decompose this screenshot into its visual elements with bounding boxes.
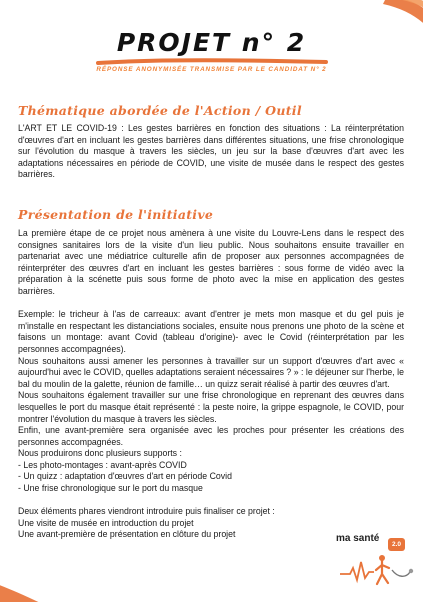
title-underline (96, 58, 328, 66)
paragraph: Nous souhaitons également travailler sur une frise chronologique en reprenant des œuvres dans lesquelles le port du masque était représenté : la peste noire, la grippe espagnole, le COVID, pour montrer l'évolution du masque à travers les siècles. (18, 390, 404, 424)
paragraph: Exemple: le tricheur à l'as de carreaux: avant d'entrer je mets mon masque et du gel puis je m'installe en respectant les distanciations sociales, ensuite nous prenons une photo de la scène et faisons un montage: avant Covid (tableau d'origine)- avec le Covid (réinterprétation par les personnes accompagnées). (18, 309, 404, 354)
list-item: - Un quizz : adaptation d'œuvres d'art en période Covid (18, 471, 232, 482)
section-heading-theme: Thématique abordée de l'Action / Outil (18, 103, 302, 118)
logo-text: ma santé (336, 533, 380, 544)
section-text-theme (18, 123, 404, 181)
page-title: PROJET n° 2 (116, 28, 307, 57)
logo-badge: 2.0 (388, 538, 405, 551)
decorative-brush-stroke (0, 568, 62, 602)
paragraph: La première étape de ce projet nous amènera à une visite du Louvre-Lens dans le respect des consignes sanitaires lors de la visite d'un lieu public. Nous souhaitons ensuite travailler en partenariat avec une médiatrice culturelle afin de proposer aux personnes accompagnées de réinterpréter des œuvres d'art en incluant les gestes barrières : sous forme de vidéo avec la préparation à la scénette puis sous forme de photo avec la mise en application des gestes barrières. (18, 228, 404, 296)
paragraph: Une avant-première de présentation en clôture du projet (18, 529, 236, 540)
paragraph: Enfin, une avant-première sera organisée avec les proches pour présenter les créations des personnes accompagnées. (18, 425, 404, 447)
list-item: - Une frise chronologique sur le port du masque (18, 483, 203, 494)
paragraph: Une visite de musée en introduction du projet (18, 517, 194, 528)
paragraph: L'ART ET LE COVID-19 : Les gestes barrières en fonction des situations : La réinterprétation d'œuvres d'art en incluant les gestes barrières dans différentes situations, une frise chronologique sur l'évolution du masque à travers les siècles, un jeu sur la base d'œuvres d'art avec les adaptations nécessaires en période de COVID, une visite de musée dans le respect des gestes barrières. (18, 123, 404, 180)
section-heading-presentation: Présentation de l'initiative (18, 207, 214, 222)
section-text-presentation (18, 228, 404, 541)
list-item: - Les photo-montages : avant-après COVID (18, 459, 187, 470)
paragraph: Nous souhaitons aussi amener les personnes à travailler sur un support d'œuvres d'art avec « aujourd'hui avec le COVID, quelles adaptations seraient nécessaires ? » : le déjeuner sur l'herbe, le bal du moulin de la galette, réunion de famille… un quizz serait réalisé à partir des œuvres d'art. (18, 355, 404, 389)
paragraph: Deux éléments phares viendront introduire puis finaliser ce projet : (18, 506, 275, 517)
paragraph: Nous produirons donc plusieurs supports : (18, 448, 182, 459)
page-subtitle: RÉPONSE ANONYMISÉE TRANSMISE PAR LE CANDIDAT N° 2 (96, 66, 327, 73)
logo-illustration-icon (340, 548, 416, 588)
